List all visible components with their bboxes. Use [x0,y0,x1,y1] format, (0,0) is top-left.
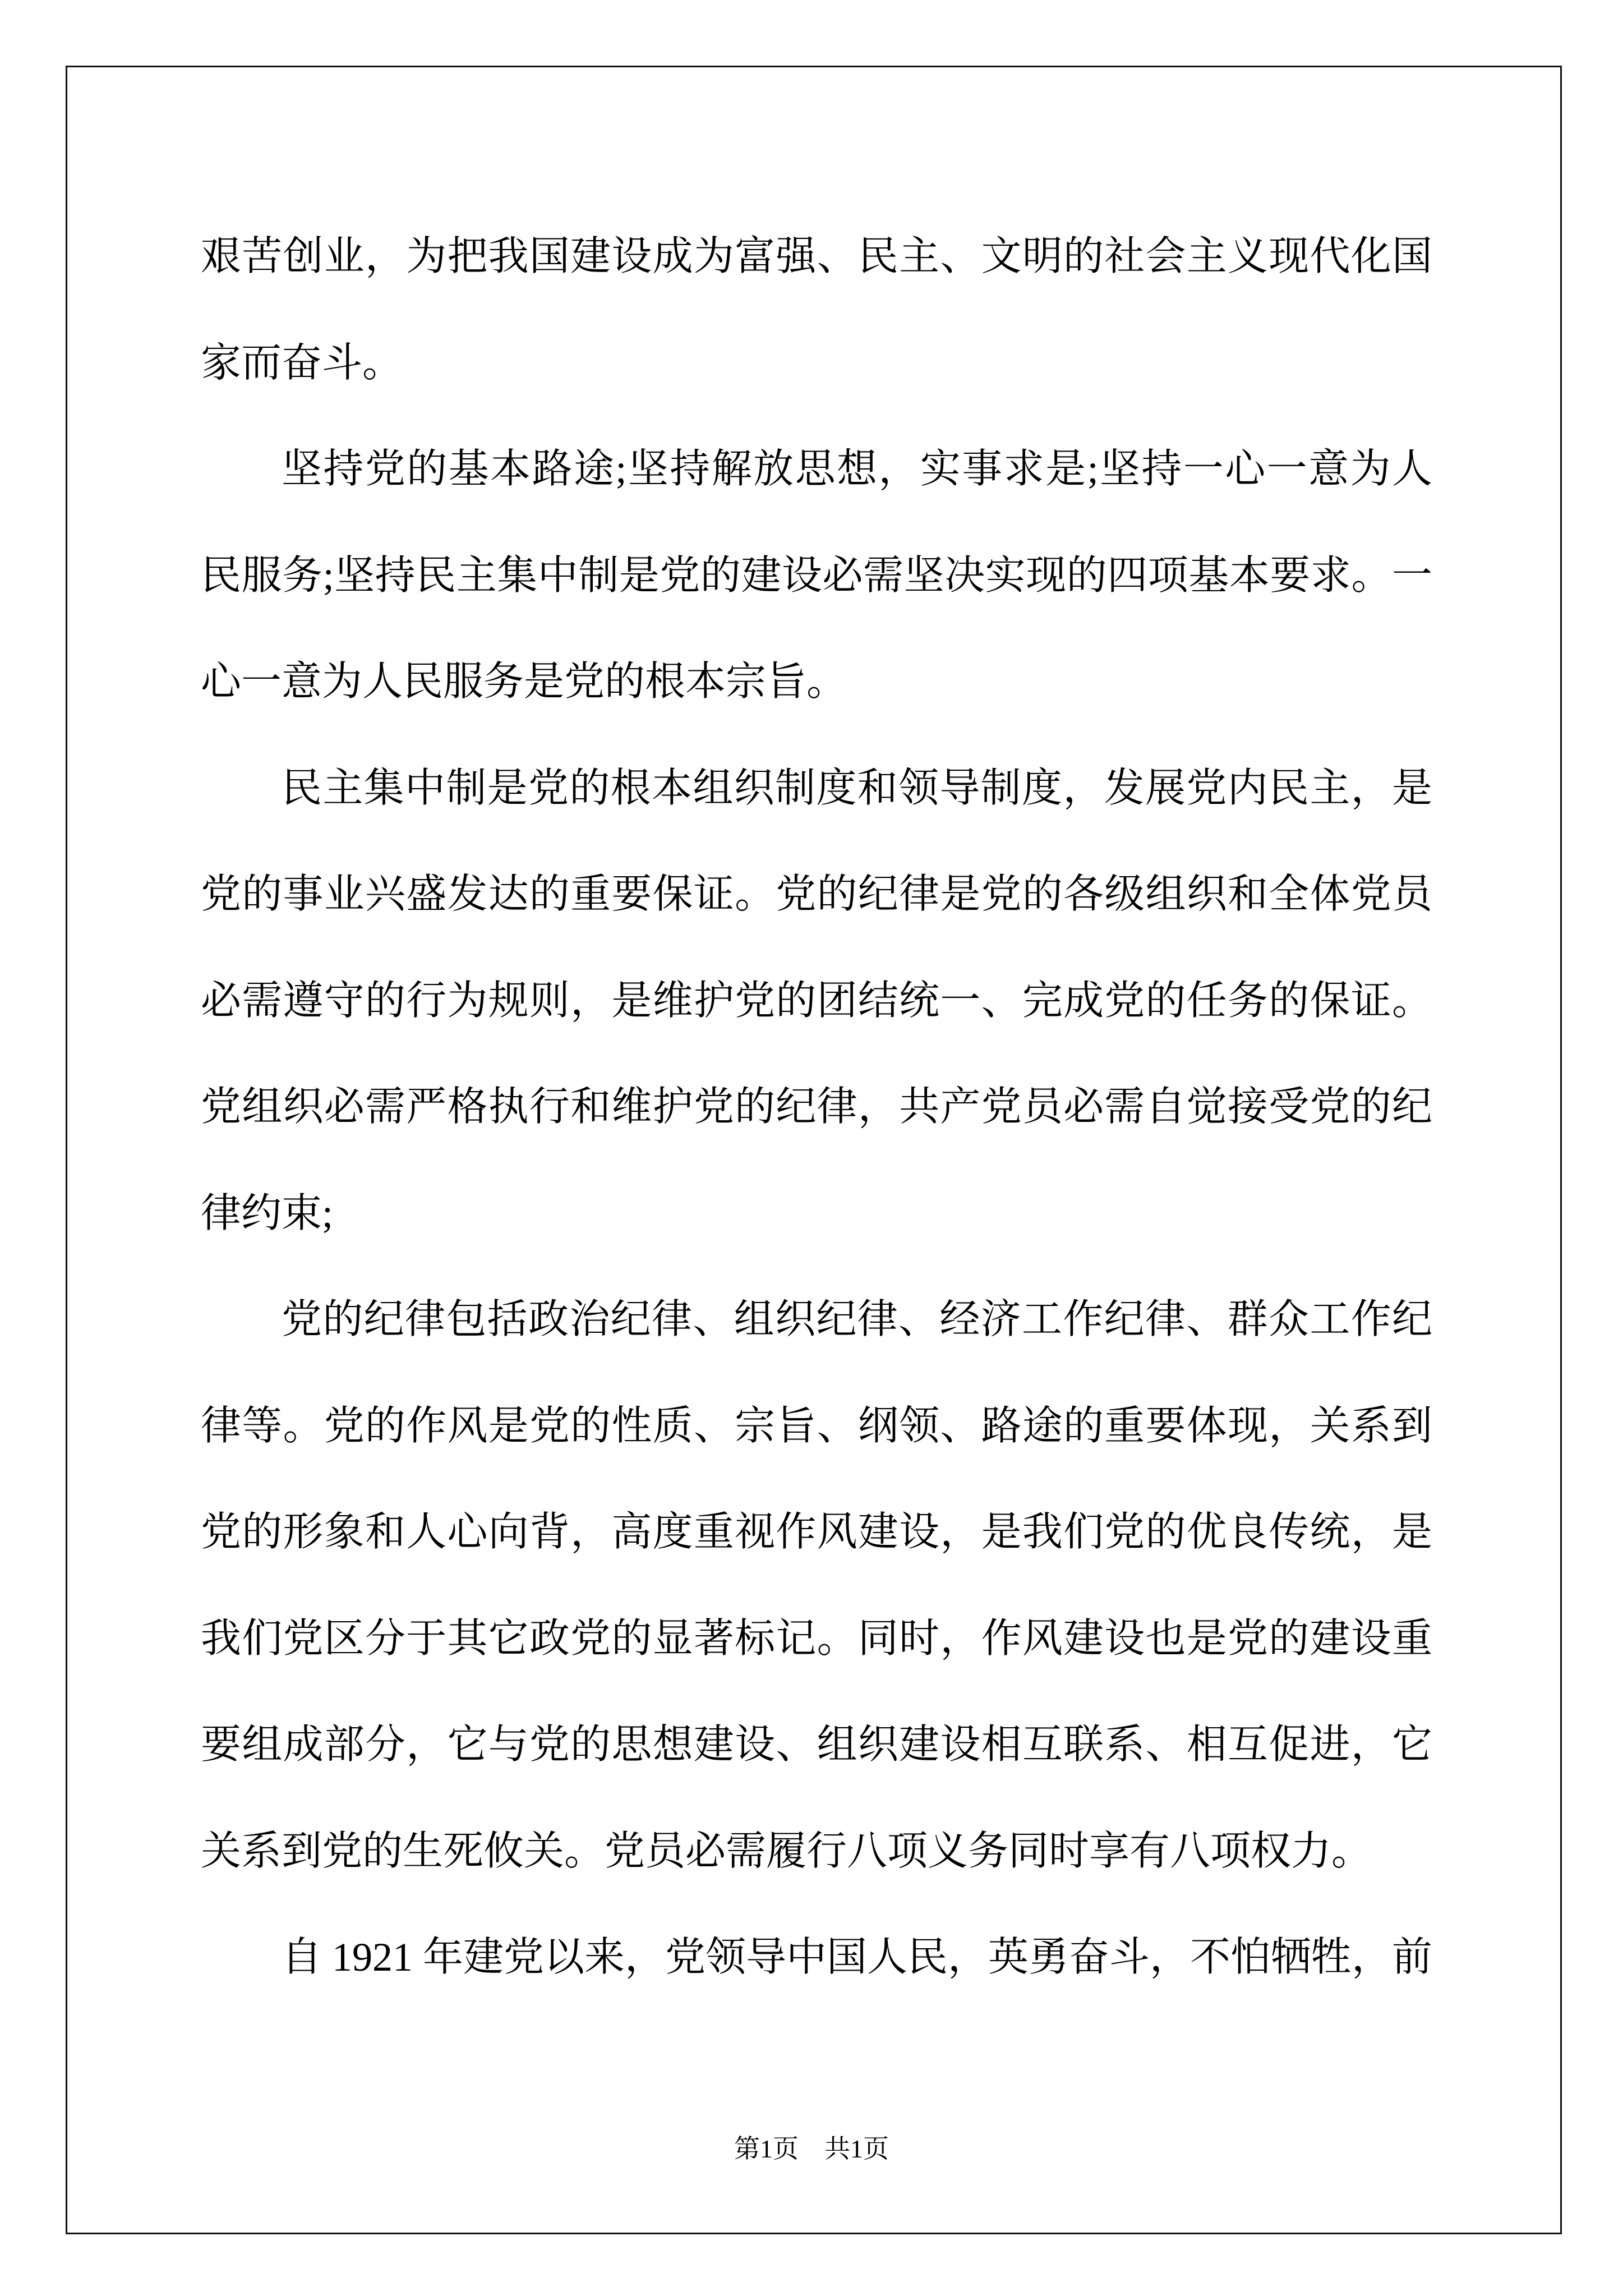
text-line: 关系到党的生死攸关。党员必需履行八项义务同时享有八项权力。 [201,1828,1372,1874]
paragraph [201,1267,1432,1904]
text-line: 民服务;坚持民主集中制是党的建设必需坚决实现的四项基本要求。一 [201,553,1432,598]
paragraph [201,416,1432,735]
text-line: 家而奋斗。 [201,340,403,385]
text-line: 艰苦创业，为把我国建设成为富强、民主、文明的社会主义现代化国 [201,234,1432,279]
text-line: 民主集中制是党的根本组织制度和领导制度，发展党内民主，是 [282,765,1432,811]
text-line: 坚持党的基本路途;坚持解放思想，实事求是;坚持一心一意为人 [282,447,1432,491]
text-line: 心一意为人民服务是党的根本宗旨。 [201,659,847,704]
paragraph [201,1904,1432,2011]
text-line: 律约束; [201,1190,334,1236]
document-body [201,204,1432,2011]
text-line: 党的纪律包括政治纪律、组织纪律、经济工作纪律、群众工作纪 [282,1297,1432,1342]
text-line: 党组织必需严格执行和维护党的纪律，共产党员必需自觉接受党的纪 [201,1084,1432,1129]
text-line: 自 1921 年建党以来，党领导中国人民，英勇奋斗，不怕牺牲，前 [282,1935,1433,1980]
page-footer: 第1页 共1页 [734,2134,889,2163]
text-line: 我们党区分于其它政党的显著标记。同时，作风建设也是党的建设重 [201,1616,1432,1661]
text-line: 律等。党的作风是党的性质、宗旨、纲领、路途的重要体现，关系到 [201,1403,1432,1448]
paragraph [201,735,1432,1267]
text-line: 党的事业兴盛发达的重要保证。党的纪律是党的各级组织和全体党员 [201,872,1432,917]
text-line: 必需遵守的行为规则，是维护党的团结统一、完成党的任务的保证。 [201,978,1432,1023]
text-line: 党的形象和人心向背，高度重视作风建设，是我们党的优良传统，是 [201,1510,1432,1554]
text-line: 要组成部分，它与党的思想建设、组织建设相互联系、相互促进，它 [201,1722,1432,1767]
paragraph [201,204,1432,416]
